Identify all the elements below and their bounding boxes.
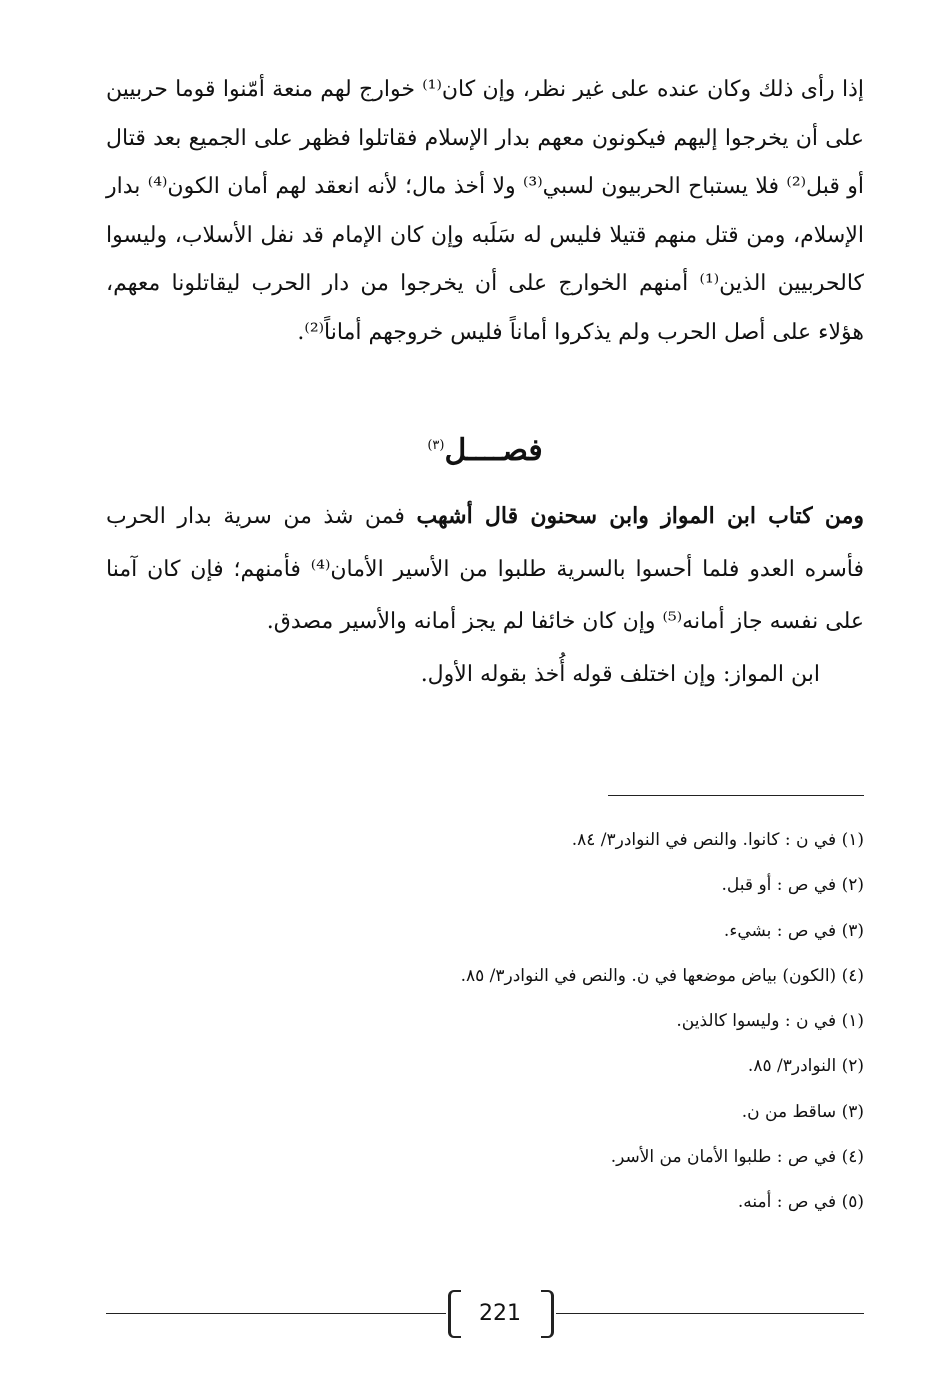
footnote-divider (608, 795, 864, 796)
footnote-item: (٣) في ص : بشيء. (723, 920, 864, 941)
section-paragraph (106, 490, 864, 701)
main-paragraph-text: إذا رأى ذلك وكان عنده على غير نظر، وإن كان⁽¹⁾ خوارج لهم منعة أمّنوا قوما حربيين على أن يخرجوا إليهم فيكونون معهم بدار الإسلام فقاتلوا فظهر على الجميع بعد قتال أو قبل⁽²⁾ فلا يستباح الحربيون لسبي⁽³⁾ ولا أخذ مال؛ لأنه انعقد لهم أمان الكون⁽⁴⁾ بدار الإسلام، ومن قتل منهم قتيلا فليس له سَلَبه وإن كان الإمام قد نفل الأسلاب، وليسوا كالحربيين الذين⁽¹⁾ أمنهم الخوارج على أن يخرجوا من دار الحرب ليقاتلونا معهم، هؤلاء على أصل الحرب ولم يذكروا أماناً فليس خروجهم أماناً⁽²⁾. (106, 77, 865, 345)
footnote-item: (٤) في ص : طلبوا الأمان من الأسر. (610, 1147, 864, 1168)
section-paragraph-lead: ومن كتاب ابن المواز وابن سحنون قال أشهب (416, 503, 864, 529)
section-paragraph-main (106, 490, 864, 649)
footnotes-list (300, 818, 864, 1226)
page-number: 221 (479, 1300, 521, 1326)
footnote-item: (٢) النوادر٣/ ٨٥. (747, 1056, 864, 1077)
footer-rule-left (106, 1313, 446, 1314)
footnote-item: (١) في ن : كانوا. والنص في النوادر٣/ ٨٤. (571, 830, 864, 850)
main-paragraph (106, 66, 864, 357)
footnote-item: (٢) في ص : أو قبل. (721, 875, 864, 896)
footer-rule-right (556, 1313, 864, 1314)
section-paragraph-text: فمن شذ من سرية بدار الحرب فأسره العدو فلما أحسوا بالسرية طلبوا من الأسير الأمان⁽⁴⁾ فأمنهم؛ فإن كان آمنا على نفسه جاز أمانه⁽⁵⁾ وإن كان خائفا لم يجز أمانه والأسير مصدق. (106, 504, 864, 634)
section-paragraph-ibn-mawaz: ابن المواز: وإن اختلف قوله أُخذ بقوله الأول. (420, 661, 820, 687)
section-heading-text: فصــــل (444, 433, 543, 468)
section-heading-footnote-ref: (٣) (427, 438, 445, 453)
footnote-item: (٤) (الكون) بياض موضعها في ن. والنص في النوادر٣/ ٨٥. (460, 965, 864, 986)
section-heading (106, 426, 864, 471)
footnote-item: (٥) في ص : أمنه. (737, 1192, 864, 1213)
footnote-item: (٣) ساقط من ن. (741, 1101, 864, 1122)
footnote-item: (١) في ن : وليسوا كالذين. (676, 1011, 864, 1032)
